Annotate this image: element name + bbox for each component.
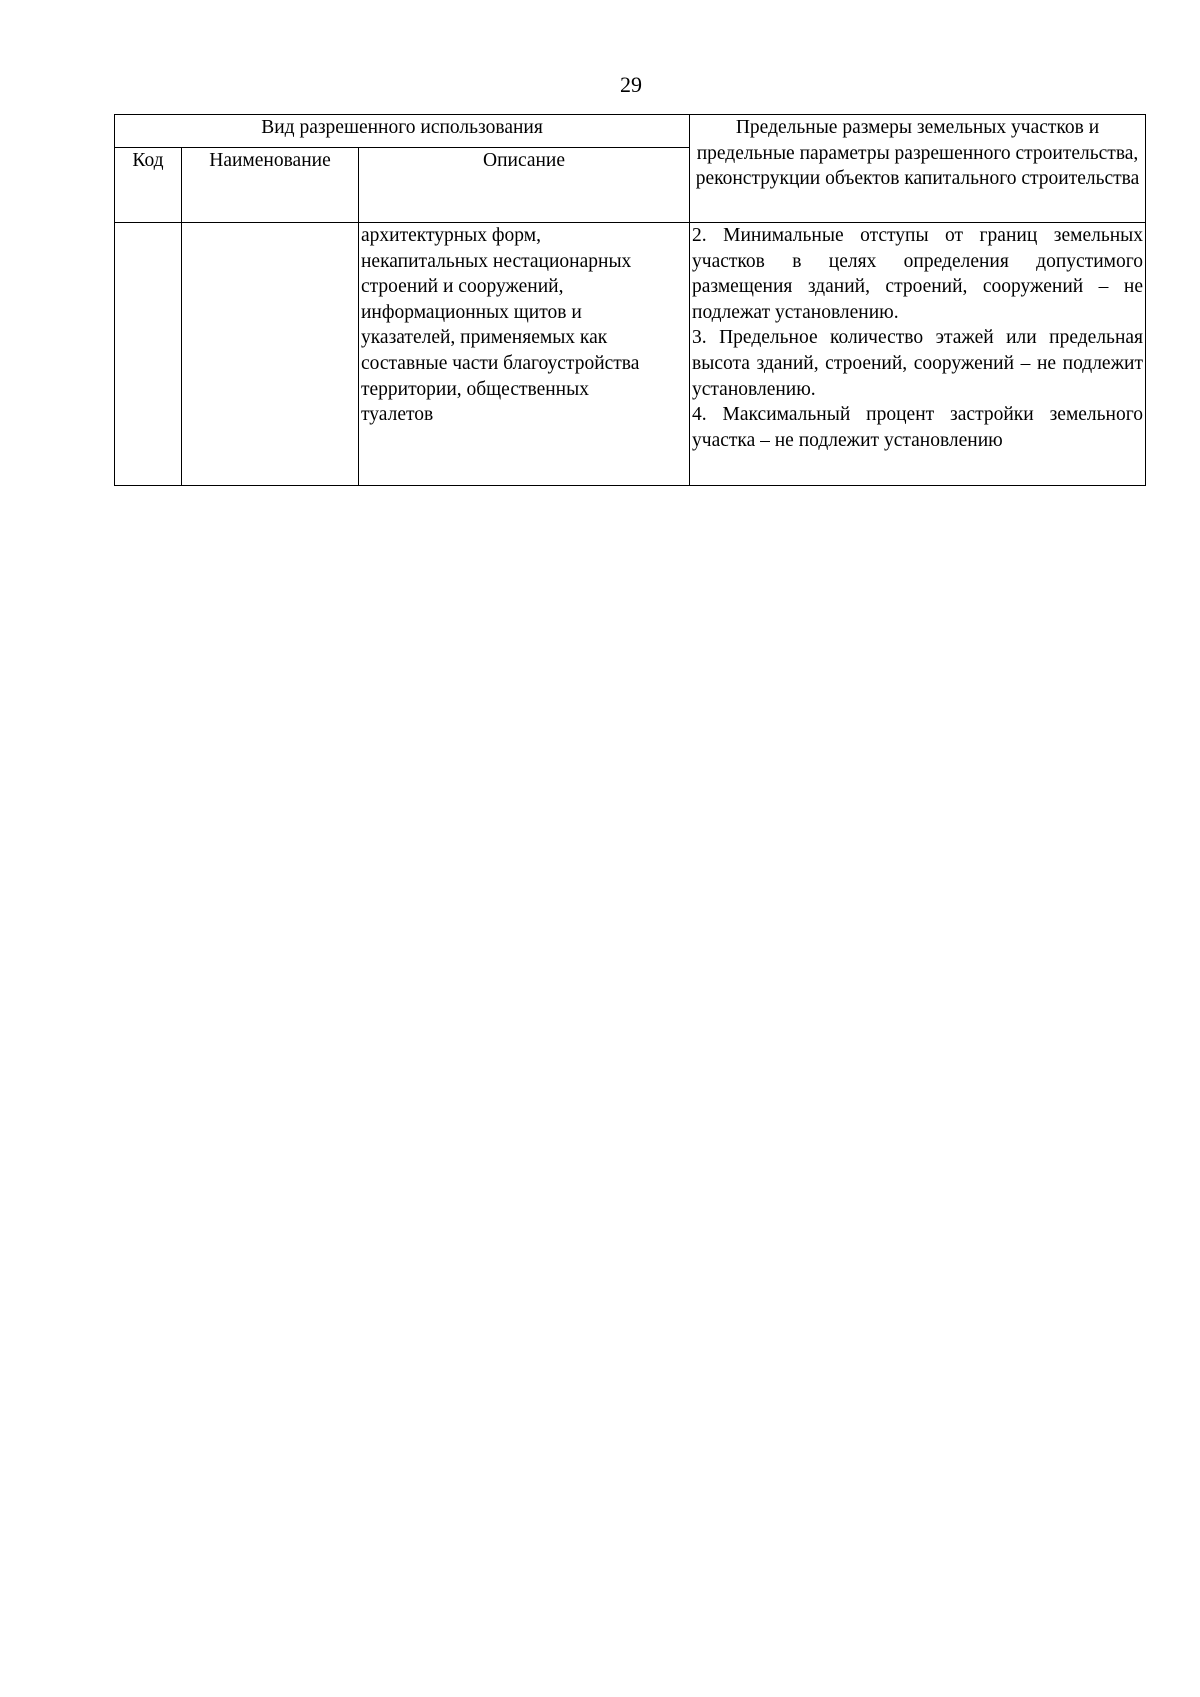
description-line: строений и сооружений, (361, 276, 564, 298)
page-number: 29 (620, 72, 642, 97)
description-line: архитектурных форм, (361, 225, 541, 246)
limit-item-max-floors: 3. Предельное количество этажей или предельная высота зданий, строений, сооружений – не подлежит установлению. (692, 327, 1144, 400)
header-row-top (115, 115, 1146, 148)
limit-item-max-coverage: 4. Максимальный процент застройки земельного участка – не подлежит установлению (692, 404, 1144, 451)
description-line: туалетов (361, 404, 434, 426)
table-row (115, 223, 1146, 486)
header-name: Наименование (182, 148, 359, 223)
header-code: Код (115, 148, 182, 223)
cell-description (359, 223, 690, 486)
cell-code (115, 223, 182, 486)
cell-limit-parameters (690, 223, 1146, 486)
description-line: составные части благоустройства (361, 352, 640, 374)
description-line: некапитальных нестационарных (361, 250, 632, 272)
description-line: информационных щитов и (361, 301, 582, 323)
description-line: указателей, применяемых как (361, 327, 608, 349)
cell-name (182, 223, 359, 486)
permitted-use-table (114, 114, 1146, 486)
header-description: Описание (359, 148, 690, 223)
header-permitted-use-type: Вид разрешенного использования (115, 115, 690, 148)
header-limit-parameters: Предельные размеры земельных участков и предельные параметры разрешенного строительства, реконструкции объектов капитального строительства (690, 115, 1146, 223)
limit-item-min-setbacks: 2. Минимальные отступы от границ земельных участков в целях определения допустимого размещения зданий, строений, сооружений – не подлежат установлению. (692, 225, 1144, 323)
description-line: территории, общественных (361, 378, 589, 400)
